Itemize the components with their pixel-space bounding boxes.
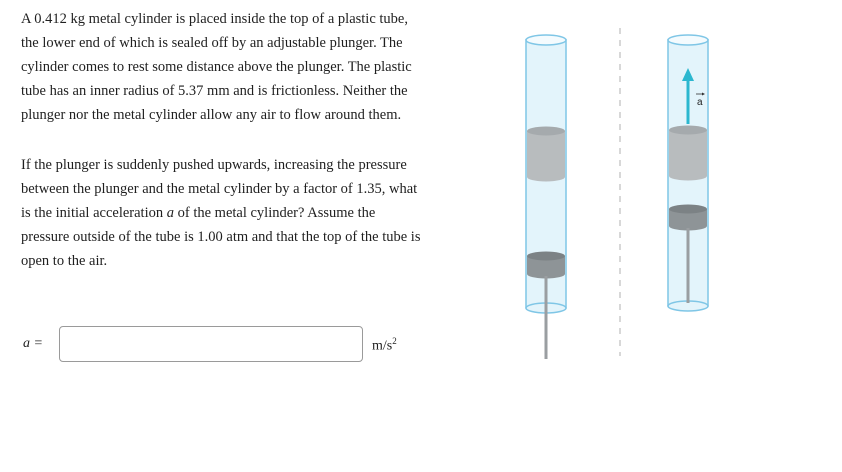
metal-cylinder-left-top: [527, 127, 565, 136]
acceleration-variable: a: [166, 205, 174, 221]
plunger-rod-right: [687, 228, 690, 303]
tube-left-top-rim: [526, 35, 566, 45]
metal-cylinder-right: [669, 130, 707, 176]
paragraph-2-text-after: of the metal cylinder? Assume the pressure outside of the tube is 1.00 atm and that the top of the tube is open to the air.: [21, 205, 421, 269]
paragraph-2-text-before: If the plunger is suddenly pushed upwards, increasing the pressure between the plunger and the metal cylinder by a factor of 1.35, what is the initial acceleration: [21, 157, 418, 221]
plunger-rod-left: [545, 276, 548, 359]
tube-left: [526, 35, 566, 359]
acceleration-arrow-label: a: [697, 97, 703, 108]
problem-paragraph-1: A 0.412 kg metal cylinder is placed inside the top of a plastic tube, the lower end of which is sealed off by an adjustable plunger. The cylinder comes to rest some distance above the plunger. The plastic tube has an inner radius of 5.37 mm and is frictionless. Neither the plunger nor the metal cylinder allow any air to flow around them.: [21, 11, 412, 123]
tube-right: [668, 35, 708, 311]
tube-right-top-rim: [668, 35, 708, 45]
unit-base: m/s: [372, 338, 393, 354]
metal-cylinder-right-top: [669, 126, 707, 135]
metal-cylinder-right-bottom: [669, 172, 707, 181]
metal-cylinder-left: [527, 131, 565, 177]
plunger-left-top: [527, 252, 565, 261]
answer-label: a =: [23, 336, 43, 351]
unit-exponent: 2: [392, 336, 397, 346]
plunger-right-top: [669, 205, 707, 214]
metal-cylinder-left-bottom: [527, 173, 565, 182]
